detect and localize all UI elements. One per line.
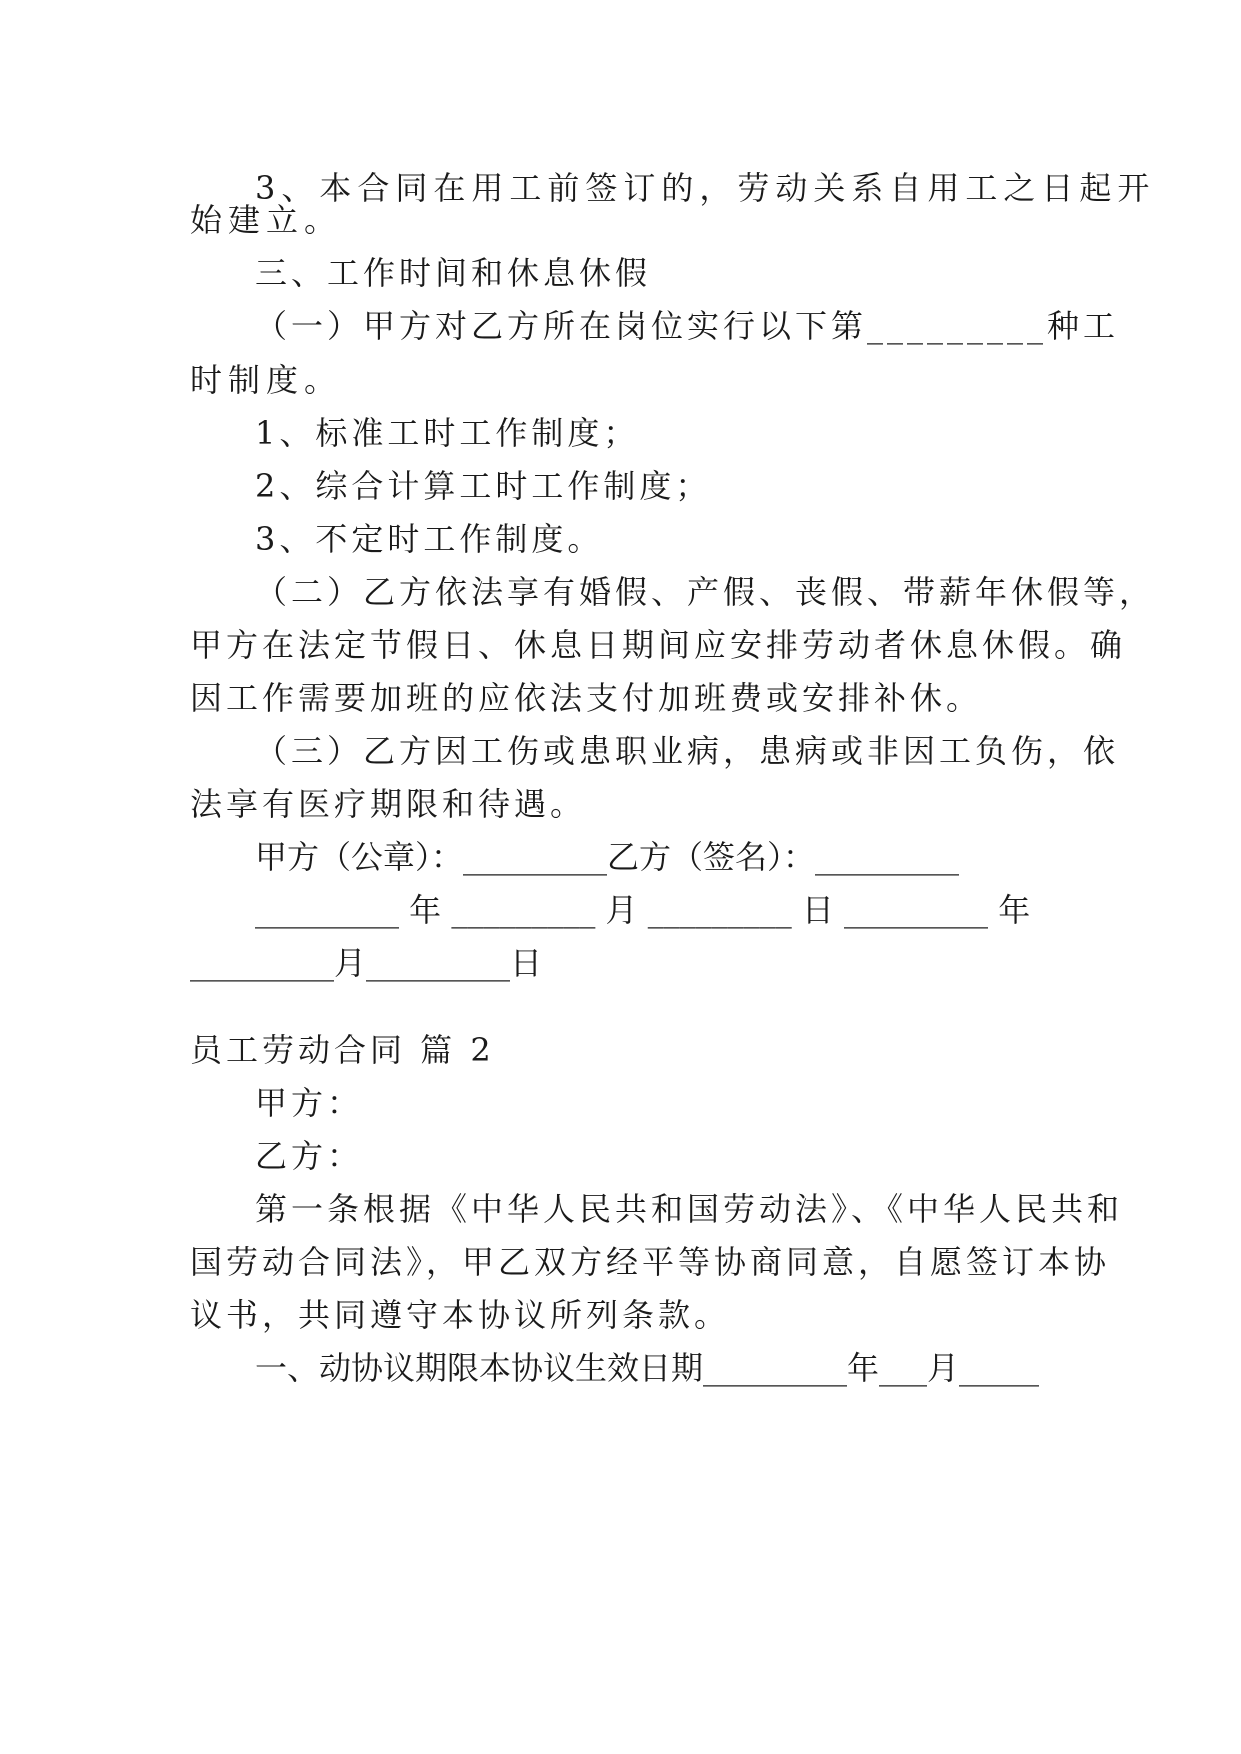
list-item: 3、不定时工作制度。 xyxy=(255,520,604,558)
paragraph-line: 甲方在法定节假日、休息日期间应安排劳动者休息休假。确 xyxy=(190,626,1127,664)
paragraph-line: 因工作需要加班的应依法支付加班费或安排补休。 xyxy=(190,679,983,717)
paragraph-line: 3、本合同在用工前签订的，劳动关系自用工之日起开 xyxy=(255,169,1156,207)
paragraph-line: 议书，共同遵守本协议所列条款。 xyxy=(190,1296,731,1334)
party-a-label: 甲方： xyxy=(255,1084,364,1122)
date-line: _________月_________日 xyxy=(190,944,543,982)
date-line: _________ 年 _________ 月 _________ 日 _________ 年 xyxy=(255,891,1031,929)
signature-line: 甲方（公章）：_________乙方（签名）：_________ xyxy=(255,838,960,876)
party-b-label: 乙方： xyxy=(255,1137,364,1175)
section-heading: 三、工作时间和休息休假 xyxy=(255,254,652,292)
paragraph-line: 始建立。 xyxy=(190,201,343,239)
paragraph-line: 法享有医疗期限和待遇。 xyxy=(190,785,587,823)
paragraph-line: 时制度。 xyxy=(190,361,343,399)
section-title: 员工劳动合同 篇 2 xyxy=(190,1031,495,1069)
paragraph-line: （三）乙方因工伤或患职业病，患病或非因工负伤，依 xyxy=(255,732,1120,770)
paragraph-line: （二）乙方依法享有婚假、产假、丧假、带薪年休假等， xyxy=(255,573,1156,611)
paragraph-line: 第一条根据《中华人民共和国劳动法》、《中华人民共和 xyxy=(255,1190,1124,1228)
paragraph-line: 国劳动合同法》，甲乙双方经平等协商同意，自愿签订本协 xyxy=(190,1243,1111,1281)
paragraph-line: （一）甲方对乙方所在岗位实行以下第_________种工 xyxy=(255,307,1120,345)
list-item: 2、综合计算工时工作制度； xyxy=(255,467,712,505)
list-item: 1、标准工时工作制度； xyxy=(255,414,640,452)
paragraph-line: 一、动协议期限本协议生效日期_________年___月_____ xyxy=(255,1349,1040,1387)
